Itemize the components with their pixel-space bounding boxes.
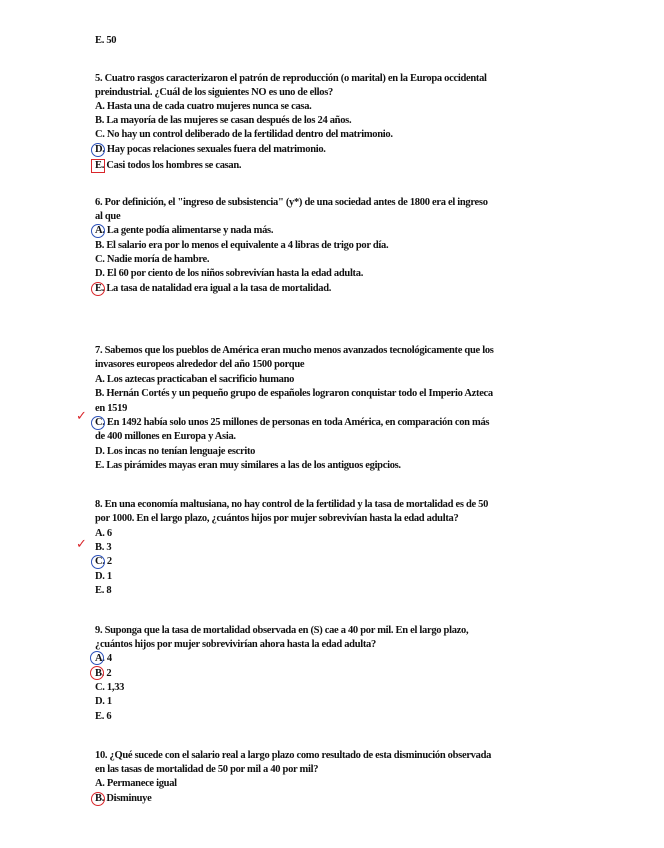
q5-option-a[interactable]: A. Hasta una de cada cuatro mujeres nunca se casa. [95, 101, 312, 112]
q10-option-a[interactable]: A. Permanece igual [95, 778, 177, 789]
q7-option-a[interactable]: A. Los aztecas practicaban el sacrificio humano [95, 374, 295, 385]
q10-correct-circle-mark [91, 792, 105, 806]
q9-stem-line-2: ¿cuántos hijos por mujer sobrevivirían ahora hasta la edad adulta? [95, 639, 376, 650]
q7-option-b-line-1[interactable]: B. Hernán Cortés y un pequeño grupo de españoles lograron conquistar todo el Imperio Azteca [95, 388, 493, 399]
q8-option-e[interactable]: E. 8 [95, 585, 112, 596]
q7-correct-check-icon: ✓ [76, 409, 87, 424]
q6-option-d[interactable]: D. El 60 por ciento de los niños sobrevivían hasta la edad adulta. [95, 268, 364, 279]
q5-option-d[interactable]: D. Hay pocas relaciones sexuales fuera del matrimonio. [95, 144, 326, 155]
q9-option-a[interactable]: A. 4 [95, 653, 112, 664]
q9-option-c[interactable]: C. 1,33 [95, 682, 125, 693]
q7-stem-line-1: 7. Sabemos que los pueblos de América eran mucho menos avanzados tecnológicamente que los [95, 345, 494, 356]
q5-option-b[interactable]: B. La mayoría de las mujeres se casan después de los 24 años. [95, 115, 352, 126]
q8-option-d[interactable]: D. 1 [95, 571, 112, 582]
q7-option-e[interactable]: E. Las pirámides mayas eran muy similares a las de los antiguos egipcios. [95, 460, 401, 471]
q8-selected-circle-mark [91, 555, 105, 569]
q9-selected-circle-mark [90, 651, 104, 665]
prev-option-e: E. 50 [95, 35, 117, 46]
q6-correct-circle-mark [91, 282, 105, 296]
q9-stem-line-1: 9. Suponga que la tasa de mortalidad observada en (S) cae a 40 por mil. En el largo plazo, [95, 625, 469, 636]
q10-stem-line-1: 10. ¿Qué sucede con el salario real a largo plazo como resultado de esta disminución observada [95, 750, 492, 761]
q9-option-b[interactable]: B. 2 [95, 668, 112, 679]
q9-correct-circle-mark [90, 666, 104, 680]
q8-stem-line-1: 8. En una economía maltusiana, no hay control de la fertilidad y la tasa de mortalidad es de 50 [95, 499, 489, 510]
q10-stem-line-2: en las tasas de mortalidad de 50 por mil a 40 por mil? [95, 764, 319, 775]
q5-selected-circle-mark [91, 143, 105, 157]
q8-option-c[interactable]: C. 2 [95, 556, 112, 567]
q6-option-e[interactable]: E. La tasa de natalidad era igual a la tasa de mortalidad. [95, 283, 332, 294]
q8-option-a[interactable]: A. 6 [95, 528, 112, 539]
q6-stem-line-1: 6. Por definición, el "ingreso de subsistencia" (y*) de una sociedad antes de 1800 era el ingreso [95, 197, 488, 208]
q8-stem-line-2: por 1000. En el largo plazo, ¿cuántos hijos por mujer sobrevivían hasta la edad adulta? [95, 513, 459, 524]
q10-option-b[interactable]: B. Disminuye [95, 793, 152, 804]
q7-option-c-line-1[interactable]: C. En 1492 había solo unos 25 millones de personas en toda América, en comparación con más [95, 417, 490, 428]
q7-stem-line-2: invasores europeos alrededor del año 1500 porque [95, 359, 305, 370]
q5-option-c[interactable]: C. No hay un control deliberado de la fertilidad dentro del matrimonio. [95, 129, 393, 140]
q5-stem-line-1: 5. Cuatro rasgos caracterizaron el patrón de reproducción (o marital) en la Europa occidental [95, 73, 487, 84]
q8-correct-check-icon: ✓ [76, 537, 87, 552]
q5-stem-line-2: preindustrial. ¿Cuál de los siguientes NO es uno de ellos? [95, 87, 333, 98]
q6-option-a[interactable]: A. La gente podía alimentarse y nada más. [95, 225, 274, 236]
q7-option-d[interactable]: D. Los incas no tenían lenguaje escrito [95, 446, 256, 457]
q6-option-b[interactable]: B. El salario era por lo menos el equivalente a 4 libras de trigo por día. [95, 240, 389, 251]
q5-option-e[interactable]: E. Casi todos los hombres se casan. [95, 160, 242, 171]
q8-option-b[interactable]: B. 3 [95, 542, 112, 553]
q5-correct-box-mark [91, 159, 105, 173]
q9-option-e[interactable]: E. 6 [95, 711, 112, 722]
q6-option-c[interactable]: C. Nadie moría de hambre. [95, 254, 210, 265]
q7-option-b-line-2[interactable]: en 1519 [95, 403, 128, 414]
q7-selected-circle-mark [91, 416, 105, 430]
q6-stem-line-2: al que [95, 211, 121, 222]
q6-selected-circle-mark [91, 224, 105, 238]
q9-option-d[interactable]: D. 1 [95, 696, 112, 707]
q7-option-c-line-2[interactable]: de 400 millones en Europa y Asia. [95, 431, 236, 442]
